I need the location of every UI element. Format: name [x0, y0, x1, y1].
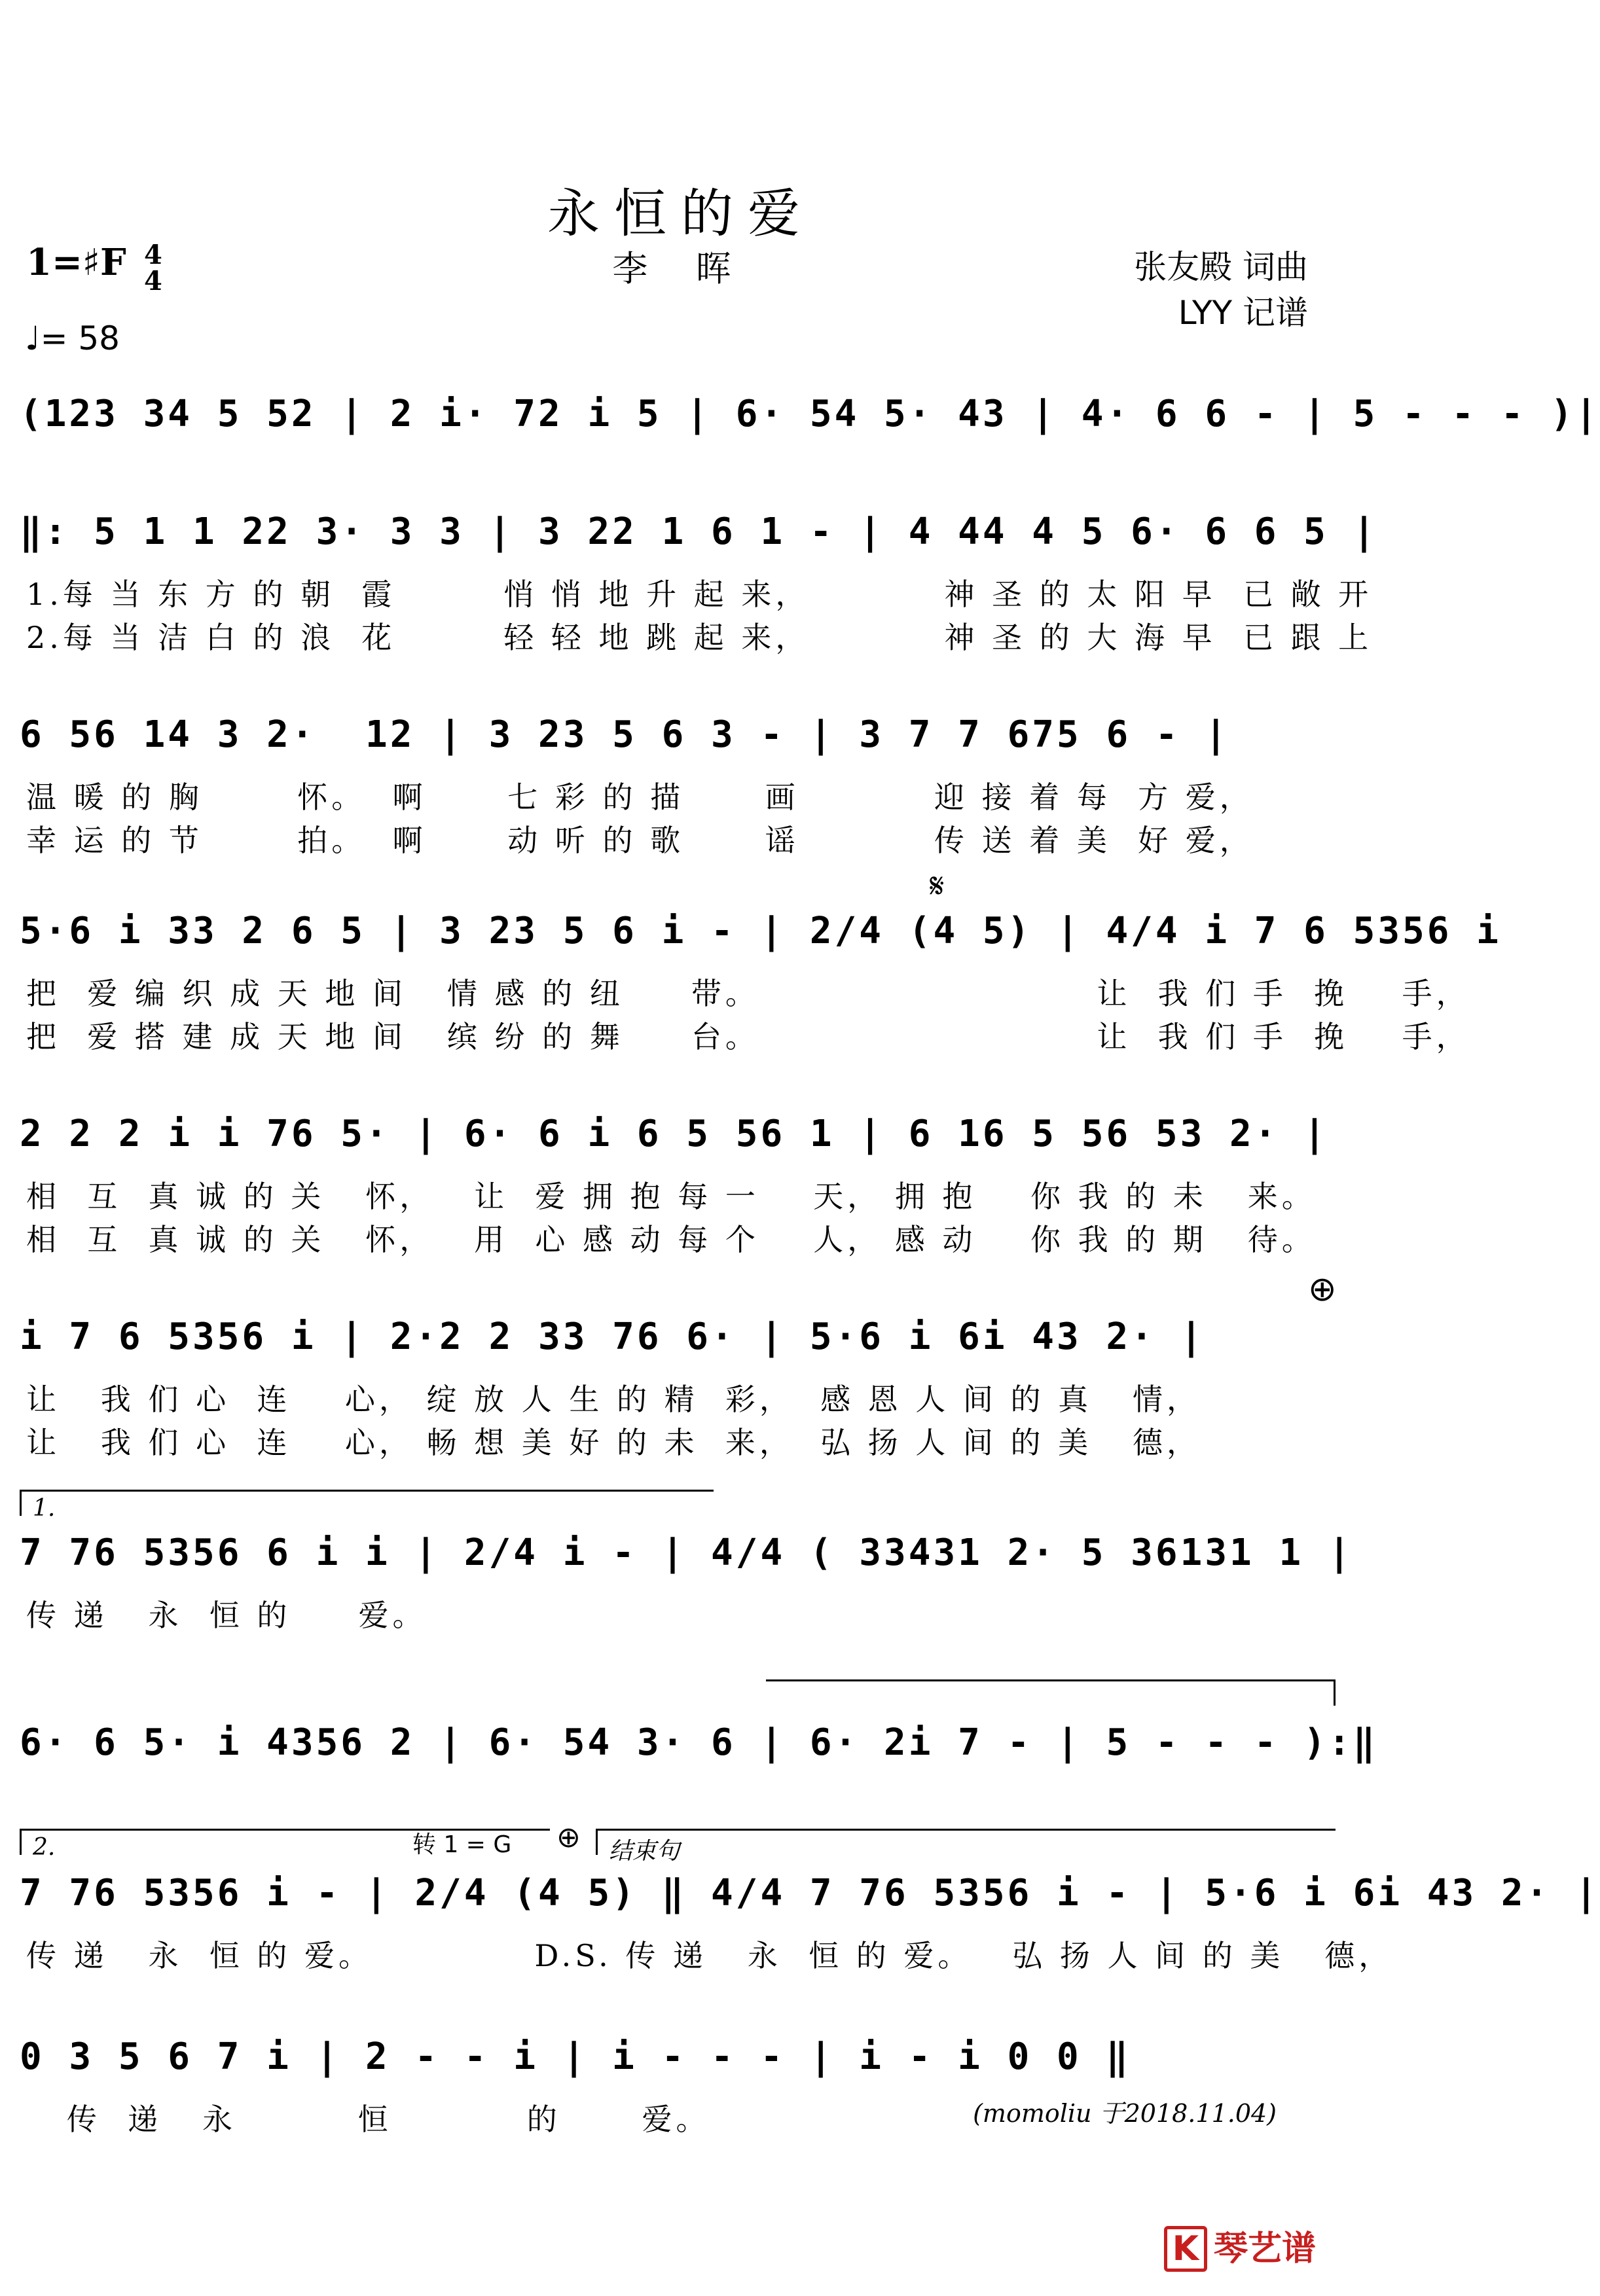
repeat-bracket-edge — [1334, 1679, 1336, 1706]
notation-line: 0 3 5 6 7 i | 2 - - i | i - - - | i - i 0 0 ‖ — [20, 2036, 1131, 2078]
first-ending-bracket — [20, 1490, 714, 1492]
key-signature: 1=♯F — [26, 241, 126, 284]
repeat-bracket — [766, 1679, 1336, 1681]
meter-top: 4 — [144, 240, 162, 270]
lyric-verse-1: 把 爱 编 织 成 天 地 间 情 感 的 纽 带。 让 我 们 手 挽 手， — [26, 976, 1470, 1011]
meter-bottom: 4 — [144, 266, 162, 296]
coda-bracket — [596, 1829, 1336, 1831]
watermark-logo — [1164, 2221, 1316, 2270]
composer-credit: 张友殿 词曲 — [1134, 248, 1308, 286]
coda-sign: ⊕ — [556, 1821, 581, 1854]
lyric-verse-2: 2.每 当 洁 白 的 浪 花 轻 轻 地 跳 起 来， 神 圣 的 大 海 早 已 跟 上 — [26, 620, 1373, 655]
coda-label: 结束句 — [609, 1838, 680, 1865]
first-ending-label: 1. — [33, 1495, 56, 1522]
notation-line: 7 76 5356 i - | 2/4 (4 5) ‖ 4/4 7 76 5356 i - | 5·6 i 6i 43 2· | — [20, 1872, 1600, 1914]
notation-line: i 7 6 5356 i | 2·2 2 33 76 6· | 5·6 i 6i 43 2· | — [20, 1316, 1205, 1358]
notation-line: 5·6 i 33 2 6 5 | 3 23 5 6 i - | 2/4 (4 5) | 4/4 i 7 6 5356 i — [20, 910, 1501, 952]
lyric-verse-1: 1.每 当 东 方 的 朝 霞 悄 悄 地 升 起 来， 神 圣 的 太 阳 早 已 敞 开 — [26, 577, 1373, 612]
notation-line: 6 56 14 3 2· 12 | 3 23 5 6 3 - | 3 7 7 675 6 - | — [20, 713, 1230, 756]
arranger-credit: LYY 记谱 — [1178, 294, 1308, 332]
notation-line: 7 76 5356 6 i i | 2/4 i - | 4/4 ( 33431 2· 5 36131 1 | — [20, 1532, 1353, 1574]
watermark-text: 琴艺谱 — [1213, 2229, 1316, 2269]
first-ending-bracket-edge — [20, 1490, 22, 1516]
notation-line: ‖: 5 1 1 22 3· 3 3 | 3 22 1 6 1 - | 4 44 4 5 6· 6 6 5 | — [20, 511, 1378, 553]
lyric-line: 传 递 永 恒 的 爱。 — [26, 2102, 710, 2137]
segno-sign: 𝄋 — [930, 867, 945, 906]
notation-line: 2 2 2 i i 76 5· | 6· 6 i 6 5 56 1 | 6 16 5 56 53 2· | — [20, 1113, 1328, 1155]
time-signature — [144, 242, 162, 295]
coda-bracket-edge — [596, 1829, 598, 1855]
coda-sign: ⊕ — [1308, 1270, 1337, 1309]
second-ending-label: 2. — [33, 1834, 56, 1861]
lyric-verse-1: 温 暖 的 胸 怀。 啊 七 彩 的 描 画 迎 接 着 每 方 爱， — [26, 780, 1254, 815]
lyric-verse-2: 幸 运 的 节 拍。 啊 动 听 的 歌 谣 传 送 着 美 好 爱， — [26, 823, 1254, 858]
second-ending-bracket-edge — [20, 1829, 22, 1855]
notation-line: 6· 6 5· i 4356 2 | 6· 54 3· 6 | 6· 2i 7 - | 5 - - - ):‖ — [20, 1721, 1378, 1764]
lyric-verse-1: 让 我 们 心 连 心， 绽 放 人 生 的 精 彩， 感 恩 人 间 的 真 情， — [26, 1382, 1201, 1417]
modulation-mark: 转 1 = G — [412, 1831, 512, 1858]
lyric-verse-2: 让 我 们 心 连 心， 畅 想 美 好 的 未 来， 弘 扬 人 间 的 美 德， — [26, 1425, 1201, 1460]
tempo-marking: ♩= 58 — [25, 319, 120, 357]
lyric-line: 传 递 永 恒 的 爱。 D.S. 传 递 永 恒 的 爱。 弘 扬 人 间 的 美 德， — [26, 1938, 1393, 1973]
lyric-verse-1: 相 互 真 诚 的 关 怀， 让 爱 拥 抱 每 一 天， 拥 抱 你 我 的 未 来。 — [26, 1179, 1316, 1214]
page-title: 永恒的爱 — [547, 183, 814, 244]
lyric-verse-2: 相 互 真 诚 的 关 怀， 用 心 感 动 每 个 人， 感 动 你 我 的 期 待。 — [26, 1222, 1316, 1257]
notation-line: (123 34 5 52 | 2 i· 72 i 5 | 6· 54 5· 43 | 4· 6 6 - | 5 - - - )| — [20, 393, 1600, 435]
lyric-verse-2: 把 爱 搭 建 成 天 地 间 缤 纷 的 舞 台。 让 我 们 手 挽 手， — [26, 1019, 1470, 1054]
transcriber-credit: (momoliu 于2018.11.04) — [973, 2099, 1277, 2128]
singer-name: 李 晖 — [612, 248, 750, 289]
lyric-line: 传 递 永 恒 的 爱。 — [26, 1598, 427, 1633]
watermark-icon: K — [1164, 2226, 1207, 2272]
